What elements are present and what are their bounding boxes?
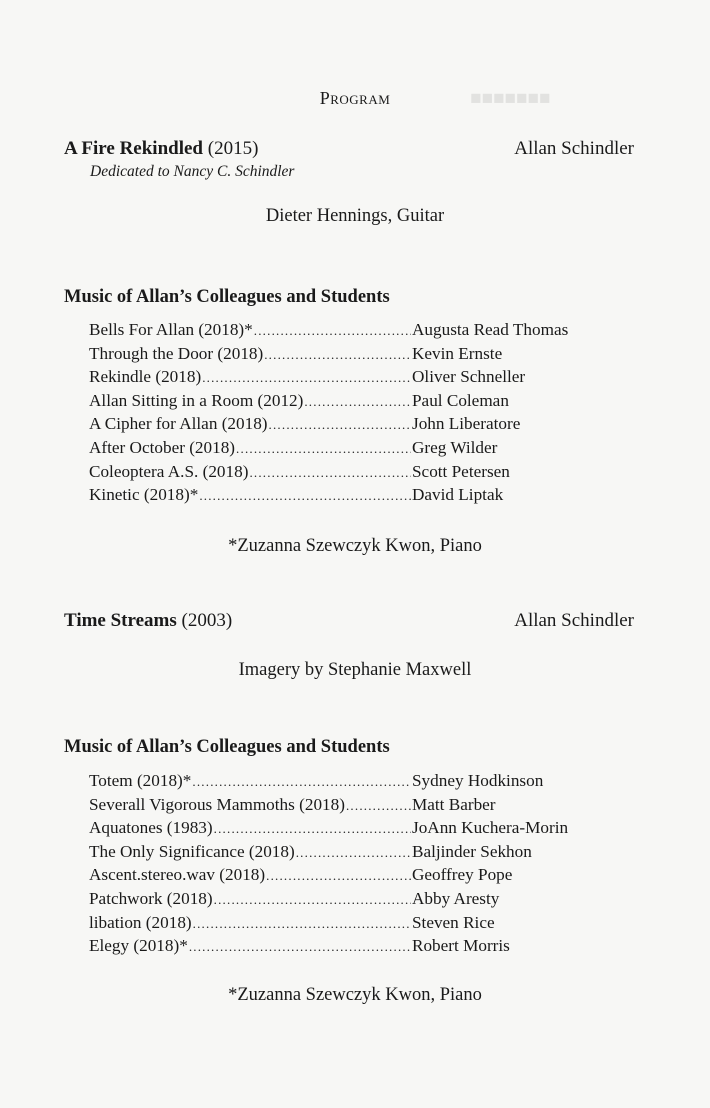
work2-imagery: Imagery by Stephanie Maxwell [238, 660, 472, 680]
leader-dots [192, 770, 411, 794]
leader-dots [254, 319, 411, 343]
work1-title: A Fire Rekindled [64, 138, 203, 159]
leader-dots [249, 461, 411, 485]
leader-dots [199, 484, 411, 508]
bleed-through-decoration: ■■■■■■■ [470, 88, 551, 109]
list-item [89, 460, 629, 484]
section2-list [89, 769, 629, 958]
piece-composer: Oliver Schneller [412, 367, 526, 387]
piece-composer: Augusta Read Thomas [412, 320, 569, 339]
leader-dots [193, 912, 411, 936]
piece-title: Through the Door (2018) [89, 343, 264, 363]
piece-title: Rekindle (2018) [89, 367, 202, 387]
piece-composer: John Liberatore [412, 414, 521, 434]
piece-title: Coleoptera A.S. (2018) [89, 461, 249, 481]
piece-title: Ascent.stereo.wav (2018) [89, 865, 266, 885]
piece-composer: Baljinder Sekhon [412, 841, 532, 861]
list-item [89, 816, 629, 840]
list-item [89, 483, 629, 507]
piece-composer: Kevin Ernste [412, 343, 503, 363]
section2-heading: Music of Allan’s Colleagues and Students [64, 737, 390, 757]
work1-composer: Allan Schindler [514, 138, 634, 159]
piece-composer: Steven Rice [412, 912, 495, 932]
list-item [89, 863, 629, 887]
work1-dedication: Dedicated to Nancy C. Schindler [90, 163, 295, 180]
list-item [89, 412, 629, 436]
program-title: Program [319, 88, 391, 108]
leader-dots [304, 390, 411, 414]
list-item [89, 793, 629, 817]
section1-performer-note: *Zuzanna Szewczyk Kwon, Piano [228, 536, 482, 556]
list-item [89, 389, 629, 413]
piece-composer: Matt Barber [412, 794, 496, 814]
piece-title: Patchwork (2018) [89, 888, 213, 908]
work1-performer: Dieter Hennings, Guitar [265, 206, 445, 226]
piece-composer: Robert Morris [412, 936, 510, 956]
list-item [89, 887, 629, 911]
piece-composer: Geoffrey Pope [412, 865, 513, 885]
list-item [89, 436, 629, 460]
piece-composer: Greg Wilder [412, 437, 498, 457]
piece-title: Totem (2018)* [89, 771, 192, 790]
list-item [89, 769, 629, 793]
piece-title: Elegy (2018)* [89, 936, 188, 956]
list-item [89, 840, 629, 864]
leader-dots [189, 935, 411, 959]
section2-performer-note: *Zuzanna Szewczyk Kwon, Piano [228, 985, 482, 1005]
list-item [89, 318, 629, 342]
leader-dots [214, 888, 411, 912]
piece-title: Bells For Allan (2018)* [89, 320, 253, 339]
piece-title: Aquatones (1983) [89, 818, 213, 838]
piece-title: libation (2018) [89, 912, 192, 932]
list-item [89, 934, 629, 958]
list-item [89, 365, 629, 389]
work2-composer: Allan Schindler [514, 610, 634, 631]
list-item [89, 342, 629, 366]
leader-dots [214, 817, 411, 841]
piece-composer: David Liptak [412, 485, 504, 505]
leader-dots [269, 413, 411, 437]
piece-composer: Paul Coleman [412, 390, 509, 410]
piece-title: The Only Significance (2018) [89, 841, 295, 861]
section1-heading: Music of Allan’s Colleagues and Students [64, 287, 390, 307]
piece-title: Kinetic (2018)* [89, 485, 199, 505]
piece-composer: JoAnn Kuchera-Morin [412, 818, 569, 838]
leader-dots [296, 841, 411, 865]
piece-title: Allan Sitting in a Room (2012) [89, 390, 304, 410]
work1-title-line [64, 138, 258, 160]
piece-composer: Sydney Hodkinson [412, 771, 544, 790]
work2-title: Time Streams [64, 610, 177, 631]
piece-title: Severall Vigorous Mammoths (2018) [89, 794, 345, 814]
piece-title: A Cipher for Allan (2018) [89, 414, 268, 434]
leader-dots [266, 864, 411, 888]
work1-year: (2015) [203, 138, 259, 159]
leader-dots [346, 794, 411, 818]
piece-composer: Scott Petersen [412, 461, 510, 481]
list-item [89, 911, 629, 935]
work2-year: (2003) [176, 610, 233, 631]
leader-dots [264, 343, 411, 367]
work2-title-line [64, 610, 232, 632]
piece-composer: Abby Aresty [412, 888, 500, 908]
section1-list [89, 318, 629, 507]
leader-dots [236, 437, 411, 461]
leader-dots [202, 366, 411, 390]
piece-title: After October (2018) [89, 437, 236, 457]
